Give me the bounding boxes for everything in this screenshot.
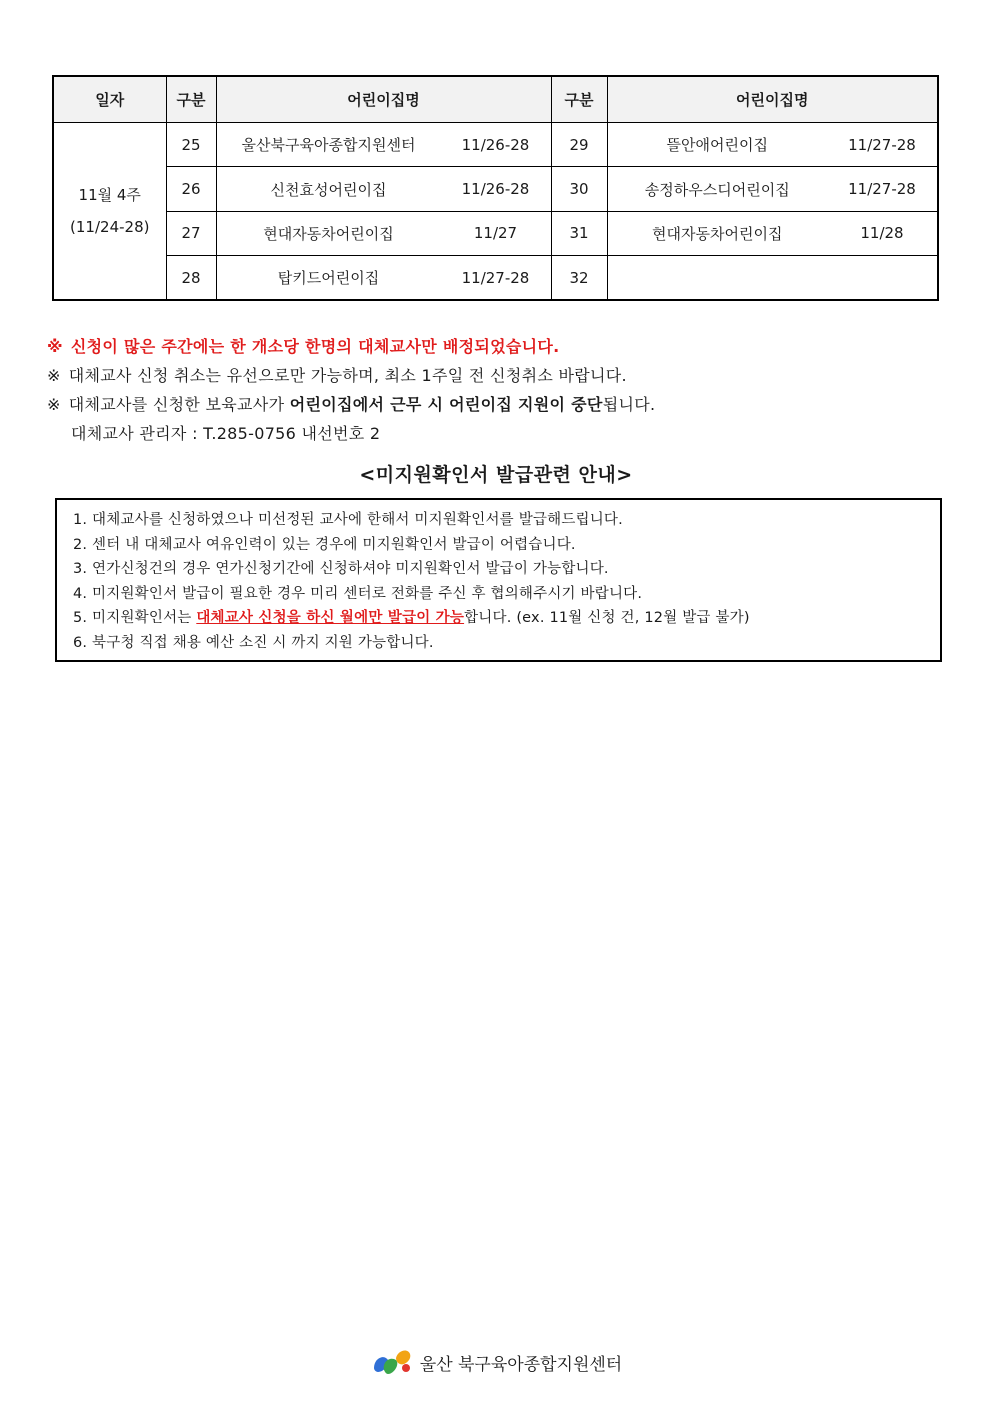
notice-text-3-bold: 어린이집에서 근무 시 어린이집 지원이 중단	[289, 395, 603, 414]
row-no-2: 29	[551, 123, 607, 167]
center-name-2: 현대자동차어린이집	[652, 224, 783, 243]
table-row	[53, 167, 938, 211]
notice-line-3	[47, 390, 655, 419]
notice-text-3-pre: 대체교사를 신청한 보육교사가	[68, 395, 290, 414]
header-date: 일자	[53, 76, 166, 123]
colored-leaf-logo-icon	[370, 1346, 414, 1378]
row-no: 26	[166, 167, 216, 211]
guide-item-4: 4. 미지원확인서 발급이 필요한 경우 미리 센터로 전화를 주신 후 협의해주시기 바랍니다.	[73, 585, 643, 602]
header-center-2: 어린이집명	[607, 76, 938, 123]
table-row	[53, 211, 938, 255]
guide-box	[55, 498, 942, 662]
row-no-2: 30	[551, 167, 607, 211]
guide-item-1: 1. 대체교사를 신청하였으나 미선정된 교사에 한해서 미지원확인서를 발급해드립니다.	[73, 512, 623, 528]
table-row	[53, 123, 938, 167]
center-name: 현대자동차어린이집	[263, 224, 394, 243]
center-date: 11/26-28	[461, 180, 530, 199]
reference-mark: ※	[47, 395, 61, 414]
header-no-2: 구분	[551, 76, 607, 123]
guide-item-2: 2. 센터 내 대체교사 여유인력이 있는 경우에 미지원확인서 발급이 어렵습니다.	[73, 536, 576, 553]
reference-mark: ※	[47, 366, 61, 385]
header-no: 구분	[166, 76, 216, 123]
guide-item-6: 6. 북구청 직접 채용 예산 소진 시 까지 지원 가능합니다.	[73, 634, 434, 651]
notice-text-1: 신청이 많은 주간에는 한 개소당 한명의 대체교사만 배정되었습니다.	[70, 337, 560, 356]
center-cell	[216, 256, 551, 300]
guide-item-5	[73, 606, 940, 631]
center-date: 11/27-28	[461, 268, 530, 287]
reference-mark: ※	[47, 337, 63, 356]
center-cell-2	[607, 211, 938, 255]
notice-text-3-post: 됩니다.	[602, 395, 656, 414]
week-cell	[53, 123, 166, 301]
center-cell-2	[607, 123, 938, 167]
center-date-2: 11/27-28	[848, 180, 916, 199]
notice-section	[47, 332, 655, 448]
row-no-2: 32	[551, 256, 607, 300]
center-name: 울산북구육아종합지원센터	[241, 136, 416, 155]
center-cell-2	[607, 256, 938, 300]
substitute-teacher-schedule-table	[52, 75, 939, 301]
center-name-2: 뜰안애어린이집	[666, 136, 768, 155]
center-name-2: 송정하우스디어린이집	[644, 180, 790, 199]
notice-text-2: 대체교사 신청 취소는 유선으로만 가능하며, 최소 1주일 전 신청취소 바랍니다.	[68, 366, 627, 385]
row-no: 25	[166, 123, 216, 167]
guide-item-3: 3. 연가신청건의 경우 연가신청기간에 신청하셔야 미지원확인서 발급이 가능합니다.	[73, 561, 609, 577]
table-row	[53, 256, 938, 300]
center-name: 탑키드어린이집	[277, 269, 380, 288]
center-date-2: 11/28	[860, 224, 904, 243]
manager-contact: 대체교사 관리자 : T.285-0756 내선번호 2	[71, 424, 381, 443]
center-date-2: 11/27-28	[848, 135, 916, 154]
footer	[0, 1345, 992, 1379]
center-name: 신천효성어린이집	[270, 180, 387, 199]
guide-item-5-post: 합니다. (ex. 11월 신청 건, 12월 발급 불가)	[464, 610, 750, 626]
header-center: 어린이집명	[216, 76, 551, 123]
footer-org-name: 울산 북구육아종합지원센터	[419, 1354, 623, 1375]
week-range: (11/24-28)	[70, 218, 150, 236]
center-date: 11/26-28	[461, 135, 530, 154]
guide-item-5-pre: 5. 미지원확인서는	[73, 610, 197, 626]
center-cell	[216, 167, 551, 211]
row-no: 27	[166, 211, 216, 255]
row-no: 28	[166, 256, 216, 300]
guide-item-5-highlight: 대체교사 신청을 하신 월에만 발급이 가능	[196, 610, 465, 626]
row-no-2: 31	[551, 211, 607, 255]
notice-line-2	[47, 361, 655, 390]
table-header-row	[53, 76, 938, 123]
week-label: 11월 4주	[78, 186, 141, 204]
center-date: 11/27	[473, 224, 518, 243]
center-cell-2	[607, 167, 938, 211]
notice-line-1	[47, 332, 655, 361]
guide-title: <미지원확인서 발급관련 안내>	[359, 464, 633, 486]
center-cell	[216, 123, 551, 167]
center-cell	[216, 211, 551, 255]
